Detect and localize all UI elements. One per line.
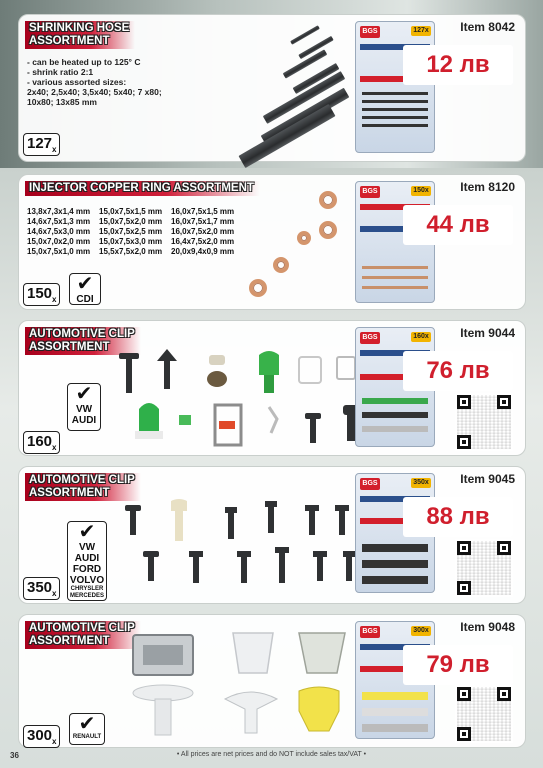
copper-ring: [273, 257, 289, 273]
qr-corner: [497, 395, 511, 409]
brand-badge: [69, 273, 101, 305]
qr-corner: [497, 687, 511, 701]
size-cell: 20,0x9,4x0,9 mm: [171, 247, 235, 256]
size-cell: 15,0x7,5x1,5 mm: [99, 207, 163, 216]
bgs-logo-icon: BGS: [360, 332, 380, 344]
thumb-row: [362, 724, 428, 732]
thumb-row: [362, 276, 428, 279]
bgs-logo-icon: BGS: [360, 186, 380, 198]
copper-ring: [297, 231, 311, 245]
qr-corner: [457, 687, 471, 701]
quantity-badge: [23, 725, 60, 748]
thumb-row: [362, 100, 428, 103]
thumb-count: 127x: [411, 26, 431, 36]
item-number: Item 8120: [460, 180, 515, 194]
desc-line: - shrink ratio 2:1: [27, 67, 94, 77]
bgs-logo-icon: BGS: [360, 26, 380, 38]
bgs-logo-icon: BGS: [360, 626, 380, 638]
section-title: SHRINKING HOSE ASSORTMENT: [25, 21, 135, 49]
thumb-count: 300x: [411, 626, 431, 636]
qr-corner: [457, 727, 471, 741]
clip-images: [115, 497, 355, 597]
section-clip-9045: [18, 466, 526, 604]
quantity-number: 160: [27, 433, 53, 450]
check-icon: ✔: [75, 383, 93, 405]
thumb-row: [362, 124, 428, 127]
bgs-logo-icon: BGS: [360, 478, 380, 490]
size-cell: 16,4x7,5x2,0 mm: [171, 237, 235, 246]
brand-name: RENAULT: [72, 734, 102, 740]
product-thumbnail: [355, 21, 435, 153]
qr-corner: [457, 395, 471, 409]
quantity-number: 150: [27, 285, 53, 302]
shrink-tube: [238, 104, 335, 168]
size-cell: 16,0x7,5x2,0 mm: [171, 227, 235, 236]
quantity-badge: [23, 577, 60, 600]
thumb-count: 150x: [411, 186, 431, 196]
qr-corner: [457, 541, 471, 555]
section-shrinking-hose: [18, 14, 526, 162]
quantity-unit: x: [52, 145, 57, 154]
desc-line: 2x40; 2,5x40; 3,5x40; 5x40; 7 x80;: [27, 87, 162, 97]
qr-code-icon: [455, 685, 513, 743]
qr-code-icon: [455, 393, 513, 451]
price-label: 76 лв: [403, 351, 513, 391]
thumb-row: [362, 108, 428, 111]
price-label: 44 лв: [403, 205, 513, 245]
quantity-number: 350: [27, 579, 53, 596]
check-icon: ✔: [78, 521, 96, 543]
desc-line: - various assorted sizes:: [27, 77, 127, 87]
size-table: [27, 207, 241, 257]
brand-name: CHRYSLER: [70, 586, 104, 592]
thumb-row: [362, 92, 428, 95]
size-cell: 15,5x7,5x2,0 mm: [99, 247, 163, 256]
footer-note: • All prices are net prices and do NOT include sales tax/VAT •: [176, 751, 367, 758]
qr-corner: [457, 581, 471, 595]
copper-ring: [319, 221, 337, 239]
quantity-unit: x: [52, 589, 57, 598]
clip-images: [129, 629, 359, 747]
qr-code-icon: [455, 539, 513, 597]
size-cell: 15,0x7,5x3,0 mm: [99, 237, 163, 246]
section-title: AUTOMOTIVE CLIP ASSORTMENT: [25, 473, 141, 501]
item-number: Item 9044: [460, 326, 515, 340]
brand-name: VOLVO: [69, 575, 105, 586]
size-cell: 13,8x7,3x1,4 mm: [27, 207, 91, 216]
quantity-unit: x: [52, 737, 57, 746]
brand-badge: [69, 713, 105, 745]
brand-name: FORD: [72, 564, 102, 575]
page-number: 36: [10, 751, 19, 760]
size-cell: 15,0x7,0x2,0 mm: [27, 237, 91, 246]
section-title: AUTOMOTIVE CLIP ASSORTMENT: [25, 621, 141, 649]
section-title: INJECTOR COPPER RING ASSORTMENT: [25, 181, 260, 196]
thumb-row: [362, 426, 428, 432]
section-injector-copper-ring: [18, 174, 526, 310]
quantity-badge: [23, 283, 60, 306]
size-cell: 14,6x7,5x1,3 mm: [27, 217, 91, 226]
quantity-unit: x: [52, 295, 57, 304]
shrink-tube: [290, 25, 320, 44]
brand-name: CDI: [76, 294, 94, 305]
copper-ring: [249, 279, 267, 297]
thumb-row: [362, 692, 428, 700]
price-label: 88 лв: [403, 497, 513, 537]
qr-corner: [497, 541, 511, 555]
section-clip-9048: [18, 614, 526, 748]
item-number: Item 9048: [460, 620, 515, 634]
size-cell: 15,0x7,5x2,0 mm: [99, 217, 163, 226]
section-title: AUTOMOTIVE CLIP ASSORTMENT: [25, 327, 141, 355]
copper-ring: [319, 191, 337, 209]
check-icon: ✔: [78, 713, 96, 735]
qr-corner: [457, 435, 471, 449]
desc-line: - can be heated up to 125° C: [27, 57, 141, 67]
brand-name: AUDI: [71, 415, 97, 426]
clip-images: [109, 343, 359, 453]
thumb-row: [362, 266, 428, 269]
brand-name: AUDI: [74, 553, 100, 564]
thumb-row: [362, 286, 428, 289]
item-number: Item 8042: [460, 20, 515, 34]
thumb-row: [362, 412, 428, 418]
size-cell: 16,0x7,5x1,5 mm: [171, 207, 235, 216]
price-label: 12 лв: [403, 45, 513, 85]
brand-name: VW: [75, 404, 93, 415]
size-cell: 16,0x7,5x1,7 mm: [171, 217, 235, 226]
price-label: 79 лв: [403, 645, 513, 685]
size-cell: 15,0x7,5x1,0 mm: [27, 247, 91, 256]
quantity-badge: [23, 431, 60, 454]
thumb-row: [362, 116, 428, 119]
size-cell: 14,6x7,5x3,0 mm: [27, 227, 91, 236]
thumb-row: [362, 576, 428, 584]
brand-name: MERCEDES: [69, 593, 104, 599]
thumb-row: [362, 560, 428, 568]
quantity-number: 127: [27, 135, 53, 152]
size-cell: 15,0x7,5x2,5 mm: [99, 227, 163, 236]
check-icon: ✔: [76, 273, 94, 295]
thumb-count: 160x: [411, 332, 431, 342]
item-number: Item 9045: [460, 472, 515, 486]
desc-line: 10x80; 13x85 mm: [27, 97, 97, 107]
quantity-unit: x: [52, 443, 57, 452]
thumb-count: 350x: [411, 478, 431, 488]
section-clip-9044: [18, 320, 526, 456]
brand-badge: [67, 521, 107, 601]
thumb-row: [362, 544, 428, 552]
thumb-row: [362, 398, 428, 404]
description: [27, 57, 162, 107]
brand-badge: [67, 383, 101, 431]
quantity-number: 300: [27, 727, 53, 744]
thumb-row: [362, 708, 428, 716]
quantity-badge: [23, 133, 60, 156]
brand-name: VW: [78, 542, 96, 553]
